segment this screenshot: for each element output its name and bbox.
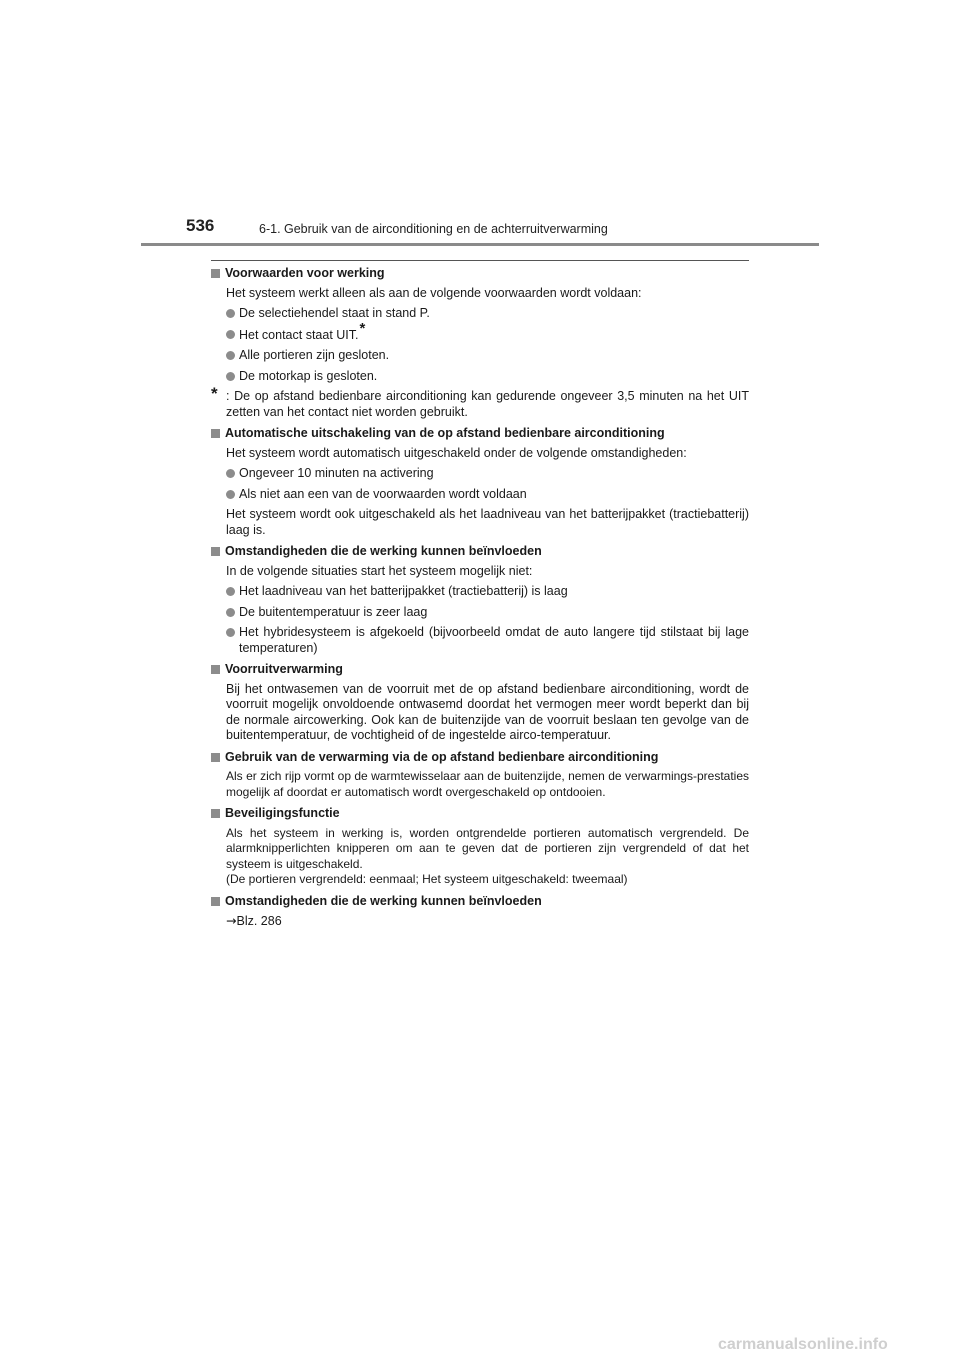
footnote-marker: * [359, 319, 366, 337]
section-text: Bij het ontwasemen van de voorruit met de op afstand bedienbare airconditioning, wordt de voorruit mogelijk onvoldoende ontwasemd doordat het vermogen meer wordt beperkt dan bij de normale aircowerking. Ook kan de buitenzijde van de voorruit beslaan ten gevolge van de buitentemperatuur, de vochtigheid of de ingestelde airco-temperatuur. [226, 681, 749, 742]
footnote-star: * [211, 384, 218, 403]
section-heading: Automatische uitschakeling van de op afstand bedienbare airconditioning [225, 426, 665, 440]
list-item: Alle portieren zijn gesloten. [226, 348, 749, 364]
footnote [211, 384, 749, 420]
section-heading: Beveiligingsfunctie [225, 806, 340, 820]
list-item: Als niet aan een van de voorwaarden wordt voldaan [226, 487, 749, 503]
section-influencing-conditions-ref [211, 894, 749, 930]
section-auto-shutoff [211, 426, 749, 538]
section-intro: In de volgende situaties start het systeem mogelijk niet: [226, 563, 533, 578]
list-item: De motorkap is gesloten. [226, 369, 749, 385]
section-intro: Het systeem wordt automatisch uitgeschakeld onder de volgende omstandigheden: [226, 445, 687, 460]
content-divider [211, 260, 749, 261]
section-heading: Omstandigheden die de werking kunnen beïnvloeden [225, 544, 542, 558]
square-bullet-icon [211, 809, 220, 818]
header-divider [141, 243, 819, 246]
section-heading: Gebruik van de verwarming via de op afstand bedienbare airconditioning [225, 749, 659, 764]
list-item: De selectiehendel staat in stand P. [226, 306, 749, 322]
section-heading: Voorwaarden voor werking [225, 266, 385, 280]
section-outro: Het systeem wordt ook uitgeschakeld als het laadniveau van het batterijpakket (tractiebatterij) laag is. [226, 507, 749, 537]
bullet-dot-icon [226, 490, 235, 499]
section-text: Als het systeem in werking is, worden ontgrendelde portieren automatisch vergrendeld. De alarmknipperlichten knipperen om aan te geven dat de portieren zijn vergrendeld of dat het systeem is uitgeschakeld. [226, 825, 749, 871]
section-heater-use [211, 750, 749, 801]
chapter-title: 6-1. Gebruik van de airconditioning en de achterruitverwarming [259, 222, 608, 236]
page-number: 536 [186, 216, 215, 235]
bullet-dot-icon [226, 330, 235, 339]
section-heading: Voorruitverwarming [225, 662, 343, 676]
footnote-text: : De op afstand bedienbare airconditioning kan gedurende ongeveer 3,5 minuten na het UIT zetten van het contact niet worden gebruikt. [226, 389, 749, 419]
bullet-dot-icon [226, 372, 235, 381]
square-bullet-icon [211, 897, 220, 906]
page-header [0, 0, 960, 250]
section-text-note: (De portieren vergrendeld: eenmaal; Het systeem uitgeschakeld: tweemaal) [226, 872, 628, 886]
page-reference [226, 913, 749, 930]
page-reference-link[interactable]: Blz. 286 [236, 914, 282, 928]
section-influencing-conditions [211, 544, 749, 656]
bullet-dot-icon [226, 608, 235, 617]
list-item: Het contact staat UIT.* [226, 327, 749, 344]
square-bullet-icon [211, 547, 220, 556]
bullet-dot-icon [226, 469, 235, 478]
square-bullet-icon [211, 269, 220, 278]
list-item: Het laadniveau van het batterijpakket (tractiebatterij) is laag [226, 584, 749, 600]
section-conditions [211, 266, 749, 420]
square-bullet-icon [211, 665, 220, 674]
watermark: carmanualsonline.info [718, 1336, 888, 1353]
section-security-function [211, 806, 749, 888]
list-item: Het hybridesysteem is afgekoeld (bijvoorbeeld omdat de auto langere tijd stilstaat bij lage temperaturen) [226, 625, 749, 656]
list-item: Ongeveer 10 minuten na activering [226, 466, 749, 482]
section-windshield-heating [211, 662, 749, 744]
bullet-dot-icon [226, 309, 235, 318]
arrow-right-icon: → [226, 913, 237, 928]
square-bullet-icon [211, 753, 220, 762]
list-item: De buitentemperatuur is zeer laag [226, 605, 749, 621]
section-intro: Het systeem werkt alleen als aan de volgende voorwaarden wordt voldaan: [226, 285, 642, 300]
square-bullet-icon [211, 429, 220, 438]
bullet-dot-icon [226, 351, 235, 360]
section-text: Als er zich rijp vormt op de warmtewisselaar aan de buitenzijde, nemen de verwarmings-prestaties mogelijk af doordat er automatisch wordt overgeschakeld op ontdooien. [226, 769, 749, 799]
bullet-dot-icon [226, 587, 235, 596]
bullet-dot-icon [226, 628, 235, 637]
page-content [211, 266, 749, 936]
section-heading: Omstandigheden die de werking kunnen beïnvloeden [225, 893, 542, 908]
